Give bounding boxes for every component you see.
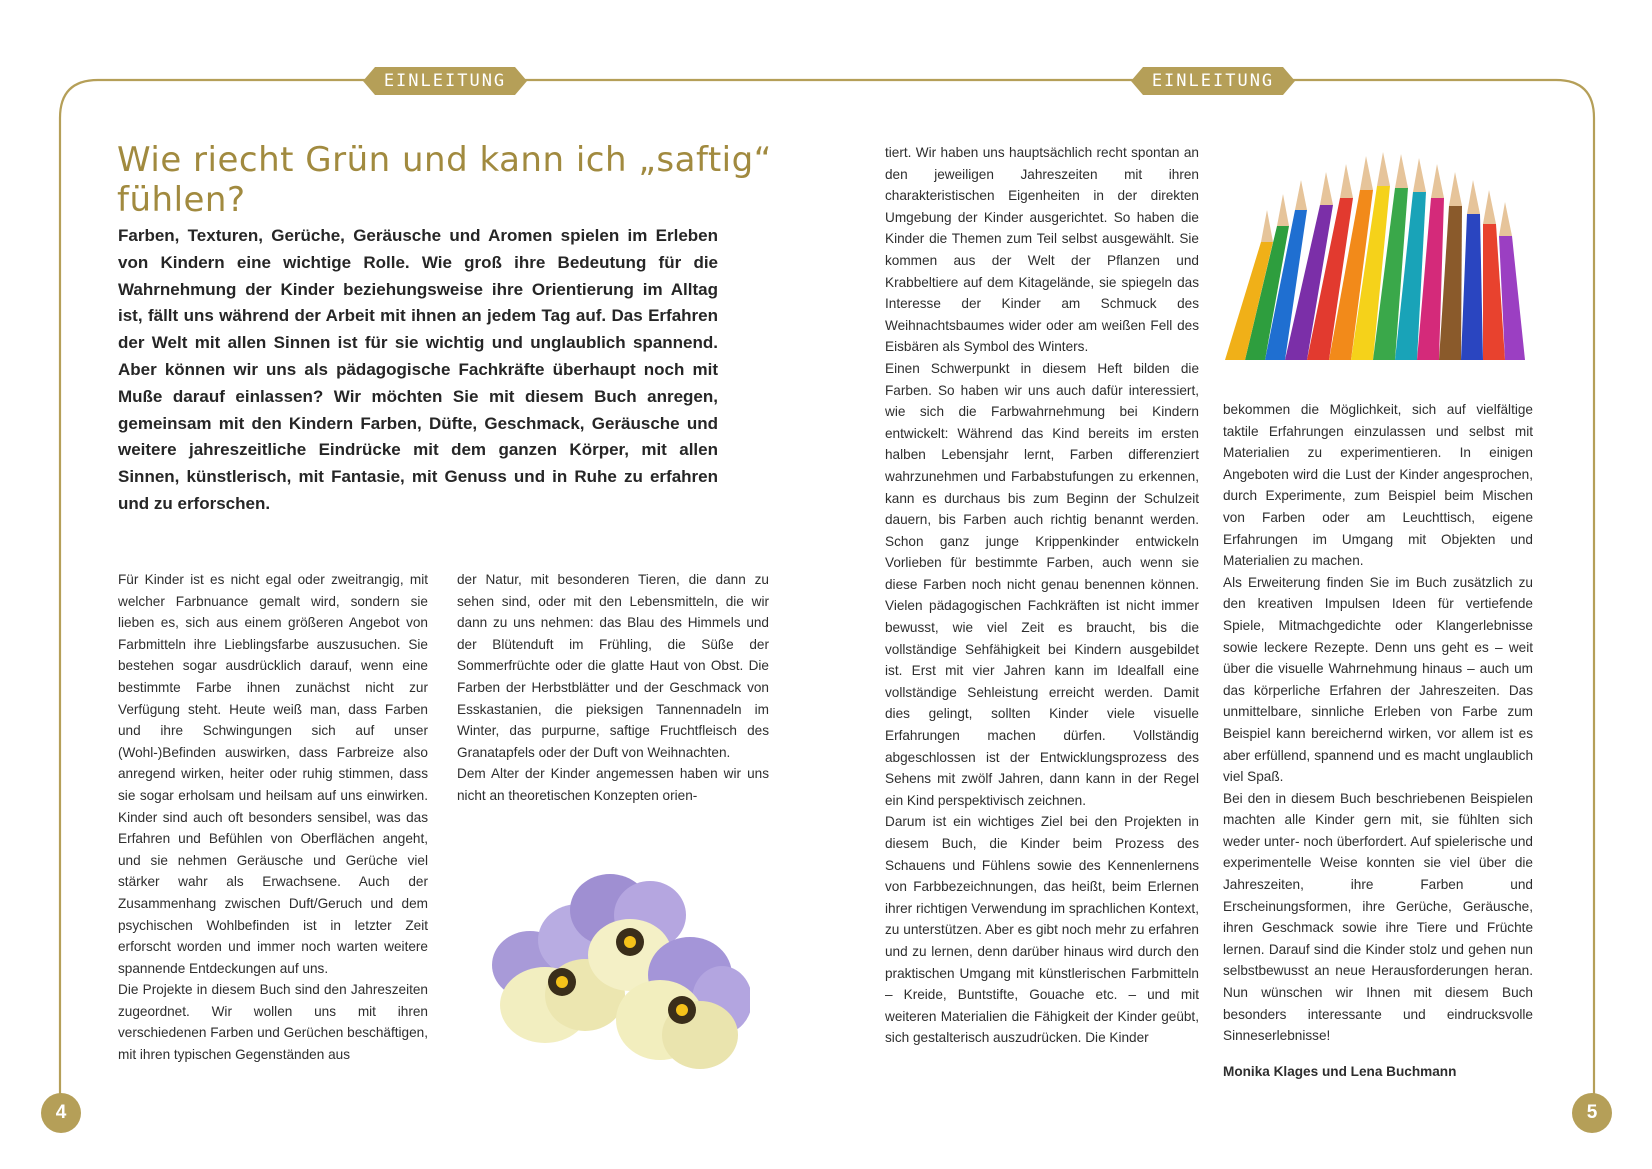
- pencil-bundle: [1225, 186, 1525, 360]
- paragraph: Für Kinder ist es nicht egal oder zweitrangig, mit welcher Farbnuance gemalt wird, sondern sie lieben es, sich aus einem größeren Angebot von Farbmitteln ihre Lieblingsfarbe auszusuchen. Sie bestehen sogar ausdrücklich darauf, wenn eine bestimmte Farbe ihnen zunächst nicht zur Verfügung steht. Heute weiß man, dass Farben und ihre Schwingungen sich auf unser (Wohl-)Befinden auswirken, dass Farbreize also anregend wirken, heiter oder ruhig stimmen, dass sie sogar erholsam und heilsam auf uns einwirken. Kinder sind auch oft besonders sensibel, was das Erfahren und Befühlen von Oberflächen angeht, und sie nehmen Geräusche und Gerüche viel stärker wahr als Erwachsene. Auch der Zusammenhang zwischen Duft/Geruch und dem psychischen Wohlbefinden ist in letzter Zeit erforscht worden und immer noch warten weitere spannende Entdeckungen auf uns.: [118, 572, 428, 976]
- paragraph: tiert. Wir haben uns hauptsächlich recht spontan an den jeweiligen Jahreszeiten mit ihren charakteristischen Eigenheiten in der direkten Umgebung der Kinder ausgerichtet. So haben die Kinder die Themen zum Teil selbst ausgewählt. Sie kommen aus der Welt der Pflanzen und Krabbeltiere auf dem Kitagelände, sie spiegeln das Interesse der Kinder am Schmuck des Weihnachtsbaumes wider oder am weißen Fell des Eisbären als Symbol des Winters.: [885, 145, 1199, 355]
- text-column-1: [118, 569, 428, 1066]
- paragraph: Bei den in diesem Buch beschriebenen Beispielen machten alle Kinder gern mit, sie fühlten sich weder unter- noch überfordert. Auf spielerische und experimentelle Weise konnten sie viel über die Jahreszeiten, ihre Farben und Erscheinungsformen, ihre Gerüche, Geräusche, ihren Geschmack sowie ihre Tiere und Früchte lernen. Darauf sind die Kinder stolz und gehen nun selbstbewusst an neue Herausforderungen heran. Nun wünschen wir Ihnen mit diesem Buch besonders interessante und eindrucksvolle Sinneserlebnisse!: [1223, 790, 1533, 1044]
- colored-pencils-image: [1225, 150, 1535, 360]
- page-number-left: 4: [41, 1093, 81, 1133]
- paragraph: der Natur, mit besonderen Tieren, die dann zu sehen sind, oder mit den Lebensmitteln, die wir dann zu uns nehmen: das Blau des Himmels und der Blütenduft im Frühling, die Süße der Sommerfrüchte oder die glatte Haut von Obst. Die Farben der Herbstblätter und der Geschmack von Esskastanien, die pieksigen Tannennadeln im Winter, das purpurne, saftige Fruchtfleisch des Granatapfels oder der Duft von Weihnachten.: [457, 572, 769, 760]
- paragraph: Als Erweiterung finden Sie im Buch zusätzlich zu den kreativen Impulsen Ideen für vertiefende Spiele, Mitmachgedichte oder Klangerlebnisse sowie leckere Rezepte. Denn uns geht es – weit über die visuelle Wahrnehmung hinaus – auch um das körperliche Erfahren der Jahreszeiten. Das unmittelbare, sinnliche Erleben von Farbe zum Beispiel kann bereichernd wirken, vor allem ist es aber erfüllend, spannend und es macht unglaublich viel Spaß.: [1223, 574, 1533, 785]
- paragraph: bekommen die Möglichkeit, sich auf vielfältige taktile Erfahrungen einzulassen und selbst mit Materialien zu experimentieren. In einigen Angeboten wird die Lust der Kinder angesprochen, durch Experimente, zum Beispiel beim Mischen von Farben oder am Leuchttisch, eigene Erfahrungen im Umgang mit Objekten und Materialien zu machen.: [1223, 402, 1533, 569]
- author-signature: Monika Klages und Lena Buchmann: [1223, 1063, 1457, 1079]
- paragraph: Einen Schwerpunkt in diesem Heft bilden die Farben. So haben wir uns auch dafür interessiert, wie sich die Farbwahrnehmung bei Kindern entwickelt: Während das Kind bereits im ersten halben Lebensjahr lernt, Farben differenziert wahrzunehmen und Farbabstufungen zu erkennen, kann es durchaus bis zum Beginn der Schulzeit dauern, bis Farben auch richtig benannt werden. Schon ganz junge Krippenkinder entwickeln Vorlieben für bestimmte Farben, auch wenn sie diese Farben noch nicht genau benennen können. Vielen pädagogischen Fachkräften ist nicht immer bewusst, wie viel Zeit es braucht, bis die vollständige Sehfähigkeit bei Kindern ausgebildet ist. Erst mit vier Jahren kann im Idealfall eine vollständige Sehleistung erreicht werden. Damit dies gelingt, sollten Kinder viele visuelle Erfahrungen machen dürfen. Vollständig abgeschlossen ist der Entwicklungsprozess des Sehens mit zwölf Jahren, dann kann in der Regel ein Kind perspektivisch zeichnen.: [885, 360, 1199, 808]
- section-tag-left: EINLEITUNG: [375, 67, 515, 95]
- page-title: Wie riecht Grün und kann ich „saftig“ fühlen?: [117, 140, 772, 220]
- paragraph: Darum ist ein wichtiges Ziel bei den Projekten in diesem Buch, die Kinder beim Prozess des Schauens und Fühlens sowie des Kennenlernens von Farbbezeichnungen, das heißt, beim Erlernen ihrer richtigen Verwendung im sprachlichen Kontext, zu unterstützen. Aber es gibt noch mehr zu erfahren und zu lernen, denn darüber hinaus wird durch den praktischen Umgang mit künstlerischen Farbmitteln – Kreide, Buntstifte, Gouache etc. – und mit weiteren Materialien die Fähigkeit der Kinder geübt, sich gestalterisch auszudrücken. Die Kinder: [885, 814, 1199, 1046]
- intro-paragraph: Farben, Texturen, Gerüche, Geräusche und Aromen spielen im Erleben von Kindern eine wichtige Rolle. Wie groß ihre Bedeutung für die Wahrnehmung der Kinder beziehungsweise ihre Orientierung im Alltag ist, fällt uns während der Arbeit mit ihnen an jedem Tag auf. Das Erfahren der Welt mit allen Sinnen ist für sie wichtig und unglaublich spannend. Aber können wir uns als pädagogische Fachkräfte überhaupt noch mit Muße darauf einlassen? Wir möchten Sie mit diesem Buch anregen, gemeinsam mit den Kindern Farben, Düfte, Geschmack, Geräusche und weitere jahreszeitliche Eindrücke mit dem ganzen Körper, mit allen Sinnen, künstlerisch, mit Fantasie, mit Genuss und in Ruhe zu erfahren und zu erforschen.: [118, 226, 718, 513]
- paragraph: Dem Alter der Kinder angemessen haben wir uns nicht an theoretischen Konzepten orien-: [457, 766, 769, 803]
- section-tag-right: EINLEITUNG: [1143, 67, 1283, 95]
- page-number-right: 5: [1572, 1093, 1612, 1133]
- text-column-3: [885, 142, 1199, 1049]
- pansy-flowers-image: [490, 870, 750, 1080]
- paragraph: Die Projekte in diesem Buch sind den Jahreszeiten zugeordnet. Wir wollen uns mit ihren verschiedenen Farben und Gerüchen beschäftigen, mit ihren typischen Gegenständen aus: [118, 982, 428, 1063]
- text-column-4: [1223, 399, 1533, 1082]
- text-column-2: [457, 569, 769, 807]
